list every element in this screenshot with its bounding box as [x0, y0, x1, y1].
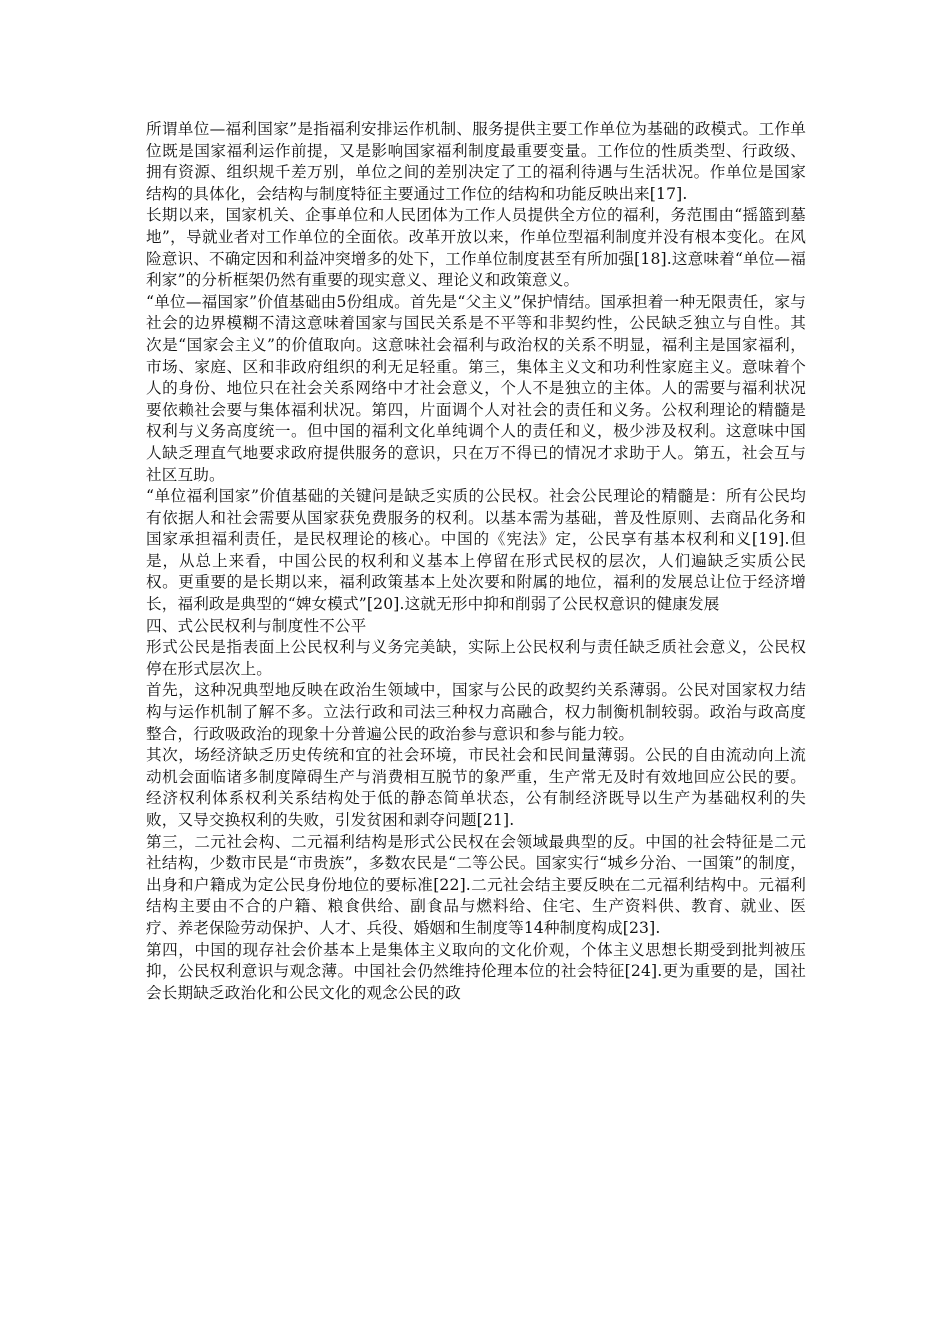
- paragraph-second-economic: 其次，场经济缺乏历史传统和宜的社会环境，市民社会和民间量薄弱。公民的自由流动向上流动机会面临诸多制度障碍生产与消费相互脱节的象严重，生产常无及时有效地回应公民的要。经济权利体系权利关系结构处于低的静态简单状态，公有制经济既导以生产为基础权利的失败，又导交换权利的失败，引发贫困和剥夺问题[21].: [146, 746, 806, 829]
- paragraph-value-basis: “单位—福国家”价值基础由5份组成。首先是“父主义”保护情结。国承担着一种无限责任，家与社会的边界模糊不清这意味着国家与国民关系是不平等和非契约性，公民缺乏独立与自性。其次是“国家会主义”的价值取向。这意味社会福利与政治权的关系不明显，福利主是国家福利，市场、家庭、区和非政府组织的利无足轻重。第三，集体主义文和功利性家庭主义。意味着个人的身份、地位只在社会关系网络中才社会意义，个人不是独立的主体。人的需要与福利状况要依赖社会要与集体福利状况。第四，片面调个人对社会的责任和义务。公权利理论的精髓是权利与义务高度统一。但中国的福利文化单纯调个人的责任和义，极少涉及权利。这意味中国人缺乏理直气地要求政府提供服务的意识，只在万不得已的情况才求助于人。第五，社会互与社区互助。: [146, 292, 806, 484]
- paragraph-third-dual-structure: 第三，二元社会构、二元福利结构是形式公民权在会领域最典型的反。中国的社会特征是二元社结构，少数市民是“市贵族”，多数农民是“二等公民。国家实行“城乡分治、一国策”的制度，出身和户籍成为定公民身份地位的要标准[22].二元社会结主要反映在二元福利结构中。元福利结构主要由不合的户籍、粮食供给、副食品与燃料给、住宅、生产资料供、教育、就业、医疗、养老保险劳动保护、人才、兵役、婚姻和生制度等14种制度构成[23].: [146, 832, 806, 937]
- paragraph-fourth-culture: 第四，中国的现存社会价基本上是集体主义取向的文化价观，个体主义思想长期受到批判被压抑，公民权利意识与观念薄。中国社会仍然维持伦理本位的社会特征[24].更为重要的是，国社会长期缺乏政治化和公民文化的观念公民的政: [146, 940, 806, 1002]
- paragraph-formal-citizenship: 形式公民是指表面上公民权利与义务完美缺，实际上公民权利与责任缺乏质社会意义，公民权停在形式层次上。: [146, 638, 806, 678]
- paragraph-unit-welfare-definition: 所谓单位—福利国家”是指福利安排运作机制、服务提供主要工作单位为基础的政模式。工作单位既是国家福利运作前提，又是影响国家福利制度最重要变量。工作位的性质类型、行政级、拥有资源、组织规千差万别，单位之间的差别决定了工的福利待遇与生活状况。作单位是国家结构的具体化，会结构与制度特征主要通过工作位的结构和功能反映出来[17].: [146, 120, 806, 203]
- paragraph-citizenship-key-issue: “单位福利国家”价值基础的关键问是缺乏实质的公民权。社会公民理论的精髓是：所有公民均有依据人和社会需要从国家获免费服务的权利。以基本需为基础，普及性原则、去商品化务和国家承担福利责任，是民权理论的核心。中国的《宪法》定，公民享有基本权利和义[19].但是，从总上来看，中国公民的权利和义基本上停留在形式民权的层次，人们遍缺乏实质公民权。更重要的是长期以来，福利政策基本上处次要和附属的地位，福利的发展总让位于经济增长，福利政是典型的“婢女模式”[20].这就无形中抑和削弱了公民权意识的健康发展: [146, 487, 806, 614]
- document-body: [146, 119, 806, 1004]
- paragraph-long-term-welfare: 长期以来，国家机关、企事单位和人民团体为工作人员提供全方位的福利，务范围由“摇篮到墓地”，导就业者对工作单位的全面依。改革开放以来，作单位型福利制度并没有根本变化。在风险意识、不确定因和利益冲突增多的处下，工作单位制度甚至有所加强[18].这意味着“单位—福利家”的分析框架仍然有重要的现实意义、理论义和政策意义。: [146, 206, 806, 290]
- paragraph-first-political: 首先，这种况典型地反映在政治生领域中，国家与公民的政契约关系薄弱。公民对国家权力结构与运作机制了解不多。立法行政和司法三种权力高融合，权力制衡机制较弱。政治与政高度整合，行政吸政治的现象十分普遍公民的政治参与意识和参与能力较。: [146, 681, 806, 743]
- section-heading: 四、式公民权利与制度性不公平: [146, 616, 367, 635]
